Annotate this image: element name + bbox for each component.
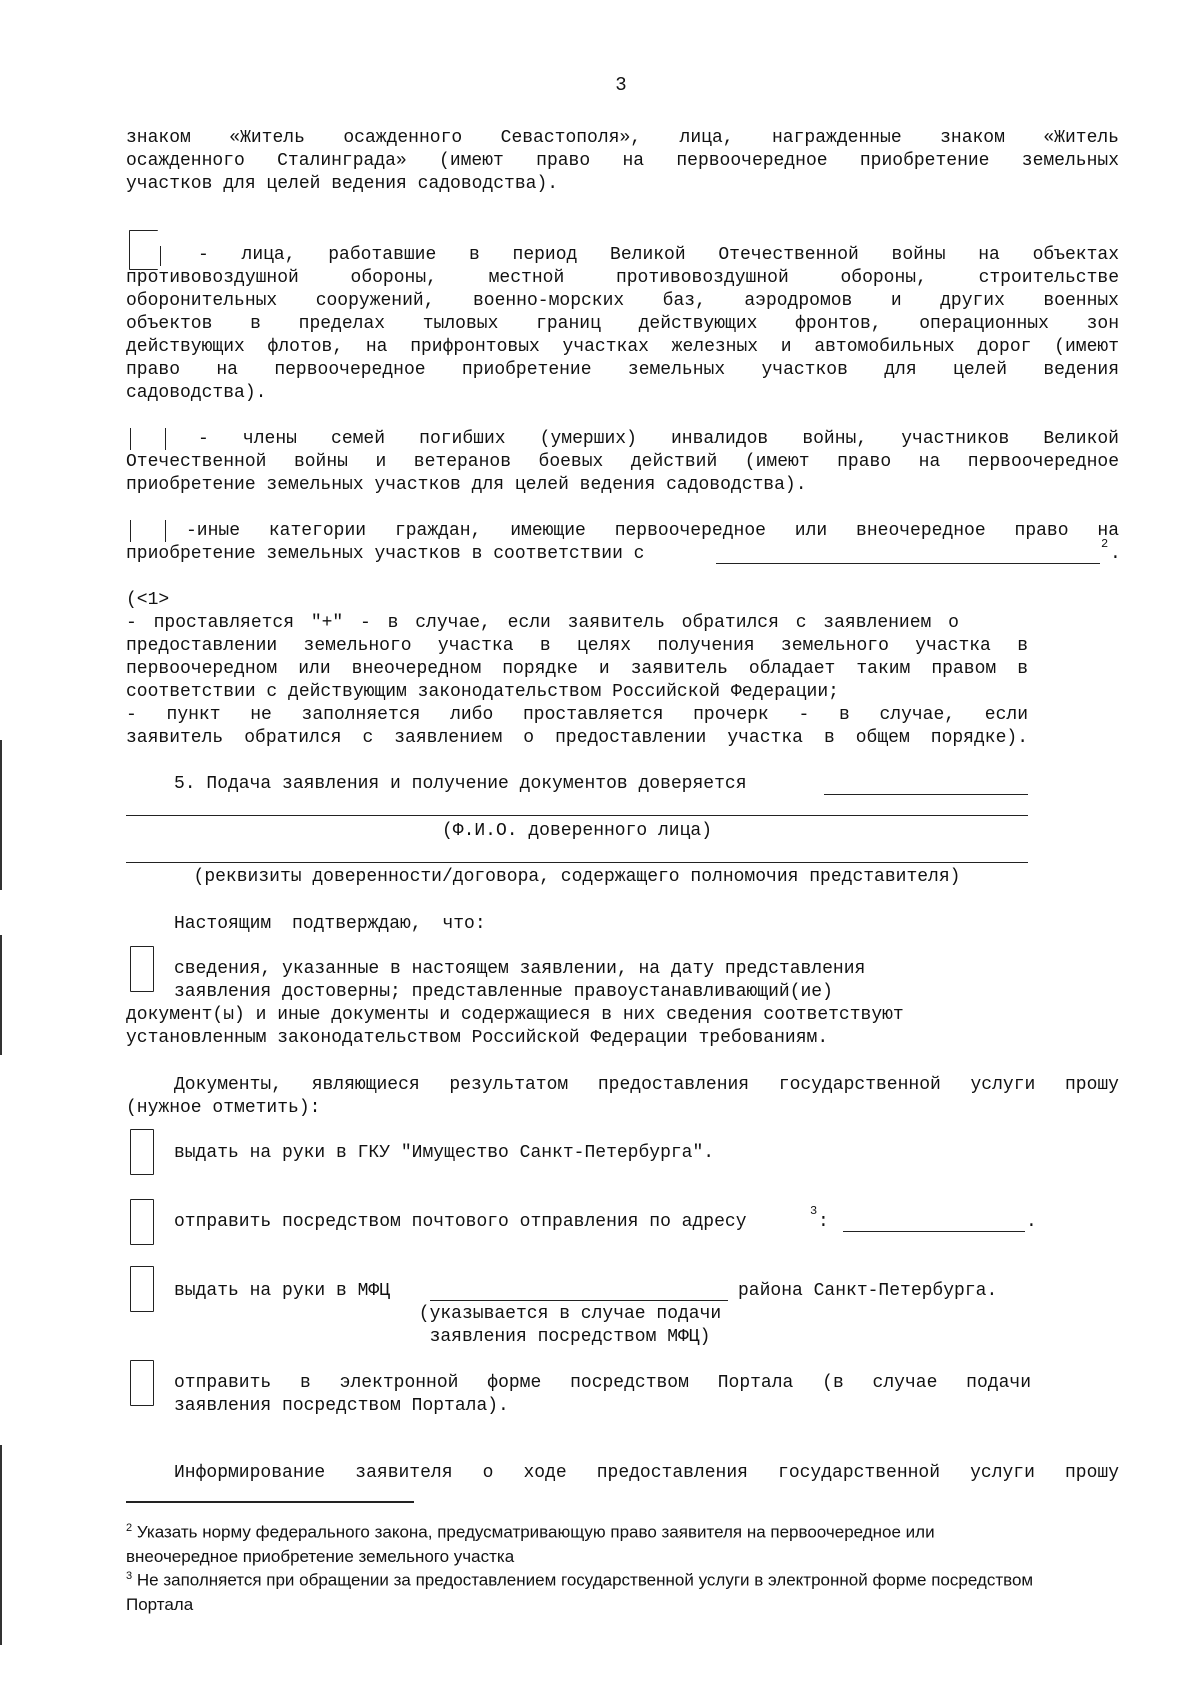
mfc-caption: (указывается в случае подачи <box>418 1304 722 1324</box>
law-norm-field[interactable] <box>716 563 1100 564</box>
footnote-ref: 2 <box>1101 537 1109 551</box>
scan-edge-mark <box>0 1445 2 1645</box>
note-label: (<1> <box>126 590 170 610</box>
text-line: сведения, указанные в настоящем заявлении, на дату представления <box>174 959 866 979</box>
text-line: заявитель обратился с заявлением о предоставлении участка в общем порядке). <box>126 728 1028 748</box>
checkbox-gku[interactable] <box>130 1129 154 1175</box>
text-line: - члены семей погибших (умерших) инвалидов войны, участников Великой <box>198 429 1119 449</box>
text-line: объектов в пределах тыловых границ действующих фронтов, операционных зон <box>126 314 1119 334</box>
footnote-3 <box>126 1564 1126 1617</box>
footnote-3-line: Не заполняется при обращении за предоставлением государственной услуги в электронной форме посредством <box>136 1570 1034 1590</box>
mfc-caption: заявления посредством МФЦ) <box>429 1327 711 1347</box>
text-line: право на первоочередное приобретение земельных участков для целей ведения <box>126 360 1119 380</box>
footnote-3-line: Портала <box>126 1594 194 1614</box>
postal-address-field[interactable] <box>843 1231 1025 1232</box>
text-line: - пункт не заполняется либо проставляется прочерк - в случае, если <box>126 705 1028 725</box>
requisites-field[interactable] <box>126 862 1028 863</box>
text-line: осажденного Сталинграда» (имеют право на первоочередное приобретение земельных <box>126 151 1119 171</box>
footnote-2-line: внеочередное приобретение земельного участка <box>126 1546 515 1566</box>
text-line: (нужное отметить): <box>126 1098 321 1118</box>
text-line: оборонительных сооружений, военно-морских баз, аэродромов и других военных <box>126 291 1119 311</box>
text-line: первоочередном или внеочередном порядке и заявитель обладает таким правом в <box>126 659 1028 679</box>
text-line: знаком «Житель осажденного Севастополя», лица, награжденные знаком «Житель <box>126 128 1119 148</box>
checkbox-confirm[interactable] <box>130 946 154 992</box>
checkbox-mfc[interactable] <box>130 1266 154 1312</box>
checkbox-portal[interactable] <box>130 1360 154 1406</box>
footnote-3-mark: 3 <box>126 1570 133 1582</box>
text-line: участков для целей ведения садоводства). <box>126 174 559 194</box>
text-line: Документы, являющиеся результатом предоставления государственной услуги прошу <box>174 1075 1119 1095</box>
option-mfc-district: района Санкт-Петербурга. <box>738 1281 998 1301</box>
option-post: отправить посредством почтового отправления по адресу <box>174 1212 747 1232</box>
footnote-separator <box>126 1501 414 1503</box>
page-number: 3 <box>615 74 627 96</box>
checkbox-workers-inner <box>160 246 161 266</box>
item-5-text: 5. Подача заявления и получение документов доверяется <box>174 774 747 794</box>
period: . <box>1110 544 1121 564</box>
requisites-caption: (реквизиты доверенности/договора, содержащего полномочия представителя) <box>193 867 961 887</box>
scan-edge-mark <box>0 935 2 1055</box>
text-line: приобретение земельных участков для целей ведения садоводства). <box>126 475 807 495</box>
text-line: действующих флотов, на прифронтовых участках железных и автомобильных дорог (имеют <box>126 337 1119 357</box>
footnote-2-mark: 2 <box>126 1522 133 1534</box>
text-line: - проставляется "+" - в случае, если заявитель обратился с заявлением о <box>126 613 959 633</box>
colon: : <box>818 1212 829 1232</box>
text-line: противовоздушной обороны, местной противовоздушной обороны, строительстве <box>126 268 1119 288</box>
footnote-2 <box>126 1516 1126 1569</box>
text-line: документ(ы) и иные документы и содержащиеся в них сведения соответствуют <box>126 1005 904 1025</box>
option-mfc: выдать на руки в МФЦ <box>174 1281 391 1301</box>
text-line: приобретение земельных участков в соответствии с <box>126 544 645 564</box>
footnote-2-line: Указать норму федерального закона, предусматривающую право заявителя на первоочередное или <box>136 1522 935 1542</box>
footnote-ref: 3 <box>810 1204 818 1218</box>
text-line: -иные категории граждан, имеющие первоочередное или внеочередное право на <box>186 521 1119 541</box>
text-line: Отечественной войны и ветеранов боевых действий (имеют право на первоочередное <box>126 452 1119 472</box>
option-gku: выдать на руки в ГКУ "Имущество Санкт-Петербурга". <box>174 1143 715 1163</box>
period: . <box>1026 1212 1037 1232</box>
text-line: Информирование заявителя о ходе предоставления государственной услуги прошу <box>174 1463 1119 1483</box>
text-line: предоставлении земельного участка в целях получения земельного участка в <box>126 636 1028 656</box>
text-line: - лица, работавшие в период Великой Отечественной войны на объектах <box>198 245 1119 265</box>
trustee-field-line[interactable] <box>126 815 1028 816</box>
trustee-field[interactable] <box>824 794 1028 795</box>
checkbox-other[interactable] <box>130 520 166 542</box>
checkbox-workers[interactable] <box>129 230 158 270</box>
text-line: заявления достоверны; представленные правоустанавливающий(ие) <box>174 982 833 1002</box>
text-line: садоводства). <box>126 383 267 403</box>
fio-caption: (Ф.И.О. доверенного лица) <box>441 821 713 841</box>
option-portal: отправить в электронной форме посредством Портала (в случае подачи <box>174 1373 1031 1393</box>
text-line: соответствии с действующим законодательством Российской Федерации; <box>126 682 839 702</box>
text-line: установленным законодательством Российской Федерации требованиям. <box>126 1028 829 1048</box>
checkbox-families[interactable] <box>130 428 166 450</box>
option-portal: заявления посредством Портала). <box>174 1396 509 1416</box>
scan-edge-mark <box>0 740 2 890</box>
confirm-intro: Настоящим подтверждаю, что: <box>174 914 486 934</box>
mfc-district-field[interactable] <box>430 1300 728 1301</box>
checkbox-post[interactable] <box>130 1199 154 1245</box>
